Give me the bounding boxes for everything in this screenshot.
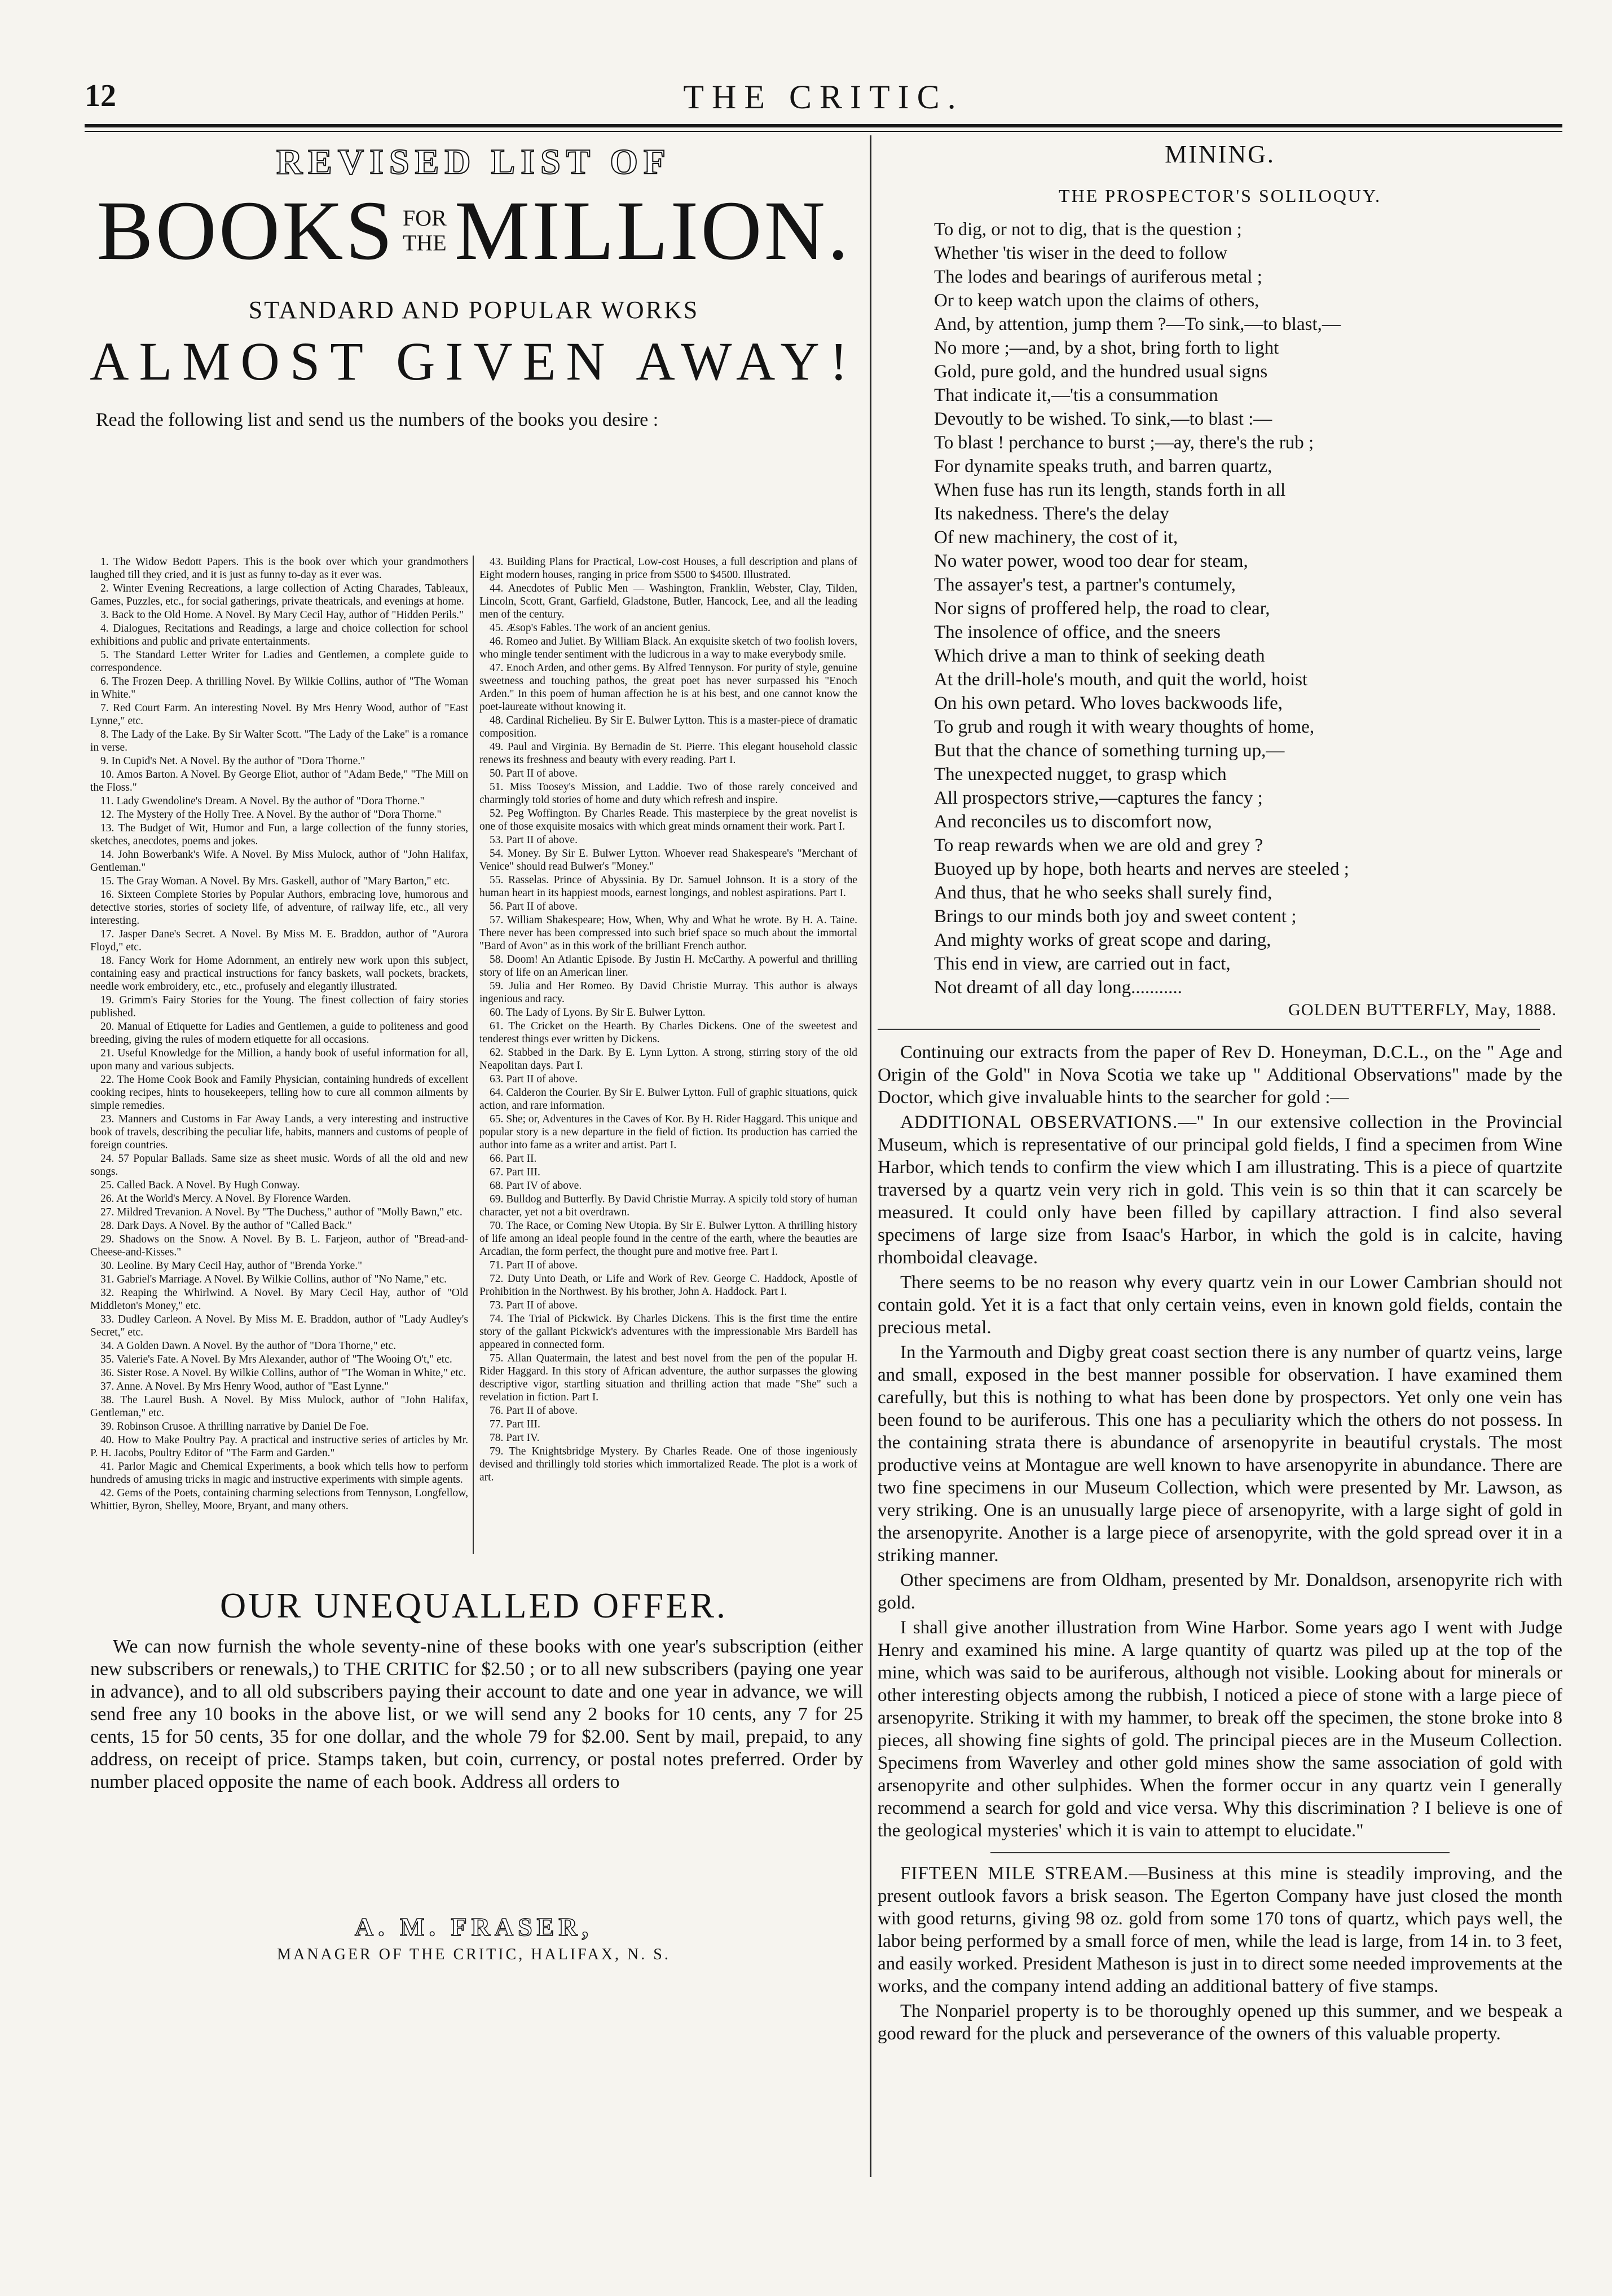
- poem-line: Brings to our minds both joy and sweet content ;: [934, 906, 1297, 927]
- book-list-column-1: [90, 556, 468, 1571]
- book-list-item: 32. Reaping the Whirlwind. A Novel. By Mary Cecil Hay, author of "Old Middleton's Money," etc.: [90, 1287, 468, 1312]
- poem-line: Of new machinery, the cost of it,: [934, 527, 1178, 548]
- book-list-item: 63. Part II of above.: [490, 1073, 578, 1085]
- book-list-item: 27. Mildred Trevanion. A Novel. By "The Duchess," author of "Molly Bawn," etc.: [100, 1206, 463, 1218]
- book-list-item: 10. Amos Barton. A Novel. By George Eliot, author of "Adam Bede," "The Mill on the Floss.": [90, 769, 468, 794]
- for-word: FOR: [402, 205, 447, 231]
- book-list-item: 45. Æsop's Fables. The work of an ancient genius.: [490, 622, 711, 634]
- poem-line: No more ;—and, by a shot, bring forth to light: [934, 338, 1279, 358]
- standard-works-heading: STANDARD AND POPULAR WORKS: [248, 296, 699, 324]
- book-list-item: 28. Dark Days. A Novel. By the author of "Called Back.": [100, 1220, 352, 1232]
- book-list-item: 76. Part II of above.: [490, 1405, 578, 1417]
- manager-title: MANAGER OF THE CRITIC, HALIFAX, N. S.: [277, 1946, 671, 1963]
- book-list-item: 38. The Laurel Bush. A Novel. By Miss Mulock, author of "John Halifax, Gentleman," etc.: [90, 1394, 468, 1419]
- poem-line: To reap rewards when we are old and grey ?: [934, 835, 1263, 856]
- book-list-item: 5. The Standard Letter Writer for Ladies and Gentlemen, a complete guide to correspondence.: [90, 649, 468, 674]
- book-list-item: 71. Part II of above.: [490, 1259, 578, 1271]
- book-list-item: 64. Calderon the Courier. By Sir E. Bulwer Lytton. Full of graphic situations, quick action, and rare information.: [479, 1087, 857, 1112]
- poem-line: The unexpected nugget, to grasp which: [934, 764, 1227, 785]
- book-list-item: 3. Back to the Old Home. A Novel. By Mary Cecil Hay, author of "Hidden Perils.": [100, 609, 464, 621]
- poem-line: That indicate it,—'tis a consummation: [934, 385, 1218, 406]
- poem-line: Its nakedness. There's the delay: [934, 504, 1169, 524]
- book-list-item: 19. Grimm's Fairy Stories for the Young. The finest collection of fairy stories published.: [90, 994, 468, 1019]
- book-list-item: 31. Gabriel's Marriage. A Novel. By Wilkie Collins, author of "No Name," etc.: [100, 1273, 447, 1285]
- book-list-item: 33. Dudley Carleon. A Novel. By Miss M. E. Braddon, author of "Lady Audley's Secret," etc.: [90, 1314, 468, 1338]
- mining-heading: MINING.: [1165, 140, 1275, 168]
- book-list-item: 52. Peg Woffington. By Charles Reade. This masterpiece by the great novelist is one of those exquisite mosaics with which great minds ornament their work. Part I.: [479, 808, 857, 832]
- masthead-rule: [85, 124, 1562, 127]
- paragraph-yarmouth: In the Yarmouth and Digby great coast section there is any number of quartz veins, large and small, exposed in the best manner possible for observation. I have examined them carefully, but this is nothing to what has been done by prospectors. Yet only one vein has been found to be auriferous. This one has a peculiarity which the others do not possess. In the containing strata there is abundance of arsenopyrite in beautiful crystals. The most productive veins at Montague are well known to have arsenopyrite in abundance. There are two fine specimens in our Museum Collection, which were presented by Mr. Lawson, as very striking. One is an unusually large piece of arsenopyrite, with a large sight of gold in the arsenopyrite. Another is a large piece of arsenopyrite, with the gold spread over it in a striking manner.: [878, 1342, 1562, 1566]
- article-rule: [990, 1852, 1450, 1853]
- book-list-item: 4. Dialogues, Recitations and Readings, a large and choice collection for school exhibitions and public and private entertainments.: [90, 623, 468, 647]
- masthead-rule-thin: [85, 131, 1562, 132]
- poem-line: Buoyed up by hope, both hearts and nerves are steeled ;: [934, 859, 1349, 879]
- poem-line: The assayer's test, a partner's contumely,: [934, 575, 1236, 595]
- book-list-item: 18. Fancy Work for Home Adornment, an entirely new work upon this subject, containing easy and practical instructions for fancy baskets, wall pockets, brackets, needle work embroidery, etc., etc., profusely and elegantly illustrated.: [90, 955, 468, 993]
- book-list-item: 69. Bulldog and Butterfly. By David Christie Murray. A spicily told story of human character, yet not a bit overdrawn.: [479, 1193, 857, 1218]
- for-the-stack: [403, 206, 447, 255]
- book-list-item: 67. Part III.: [490, 1166, 540, 1178]
- poem-line: The lodes and bearings of auriferous metal ;: [934, 267, 1262, 287]
- million-word: MILLION.: [454, 184, 851, 277]
- column-divider: [870, 135, 871, 2177]
- poem-line: Gold, pure gold, and the hundred usual signs: [934, 362, 1268, 382]
- book-list-item: 60. The Lady of Lyons. By Sir E. Bulwer Lytton.: [490, 1007, 706, 1019]
- paragraph-wine-harbor: I shall give another illustration from Wine Harbor. Some years ago I went with Judge Henry and examined his mine. A large quantity of quartz was piled up at the top of the mine, which was said to be auriferous, although not visible. Looking about for minerals or other interesting objects among the rubbish, I noticed a piece of stone with a large piece of arsenopyrite. Striking it with my hammer, to break off the specimen, the stone broke into 8 pieces, all showing fine sights of gold. The principal pieces are in the Museum Collection. Specimens from Waverley and other gold mines show the same association of gold with arsenopyrite and other sulphides. When the former occur in any quartz vein I generally recommend a search for gold and vice versa. Why this discrimination ? I believe is one of the geological mysteries' which it is vain to attempt to elucidate.": [878, 1618, 1562, 1841]
- poem-line: All prospectors strive,—captures the fancy ;: [934, 788, 1263, 808]
- book-list-item: 23. Manners and Customs in Far Away Lands, a very interesting and instructive book of travels, describing the peculiar life, habits, manners and customs of people of foreign countries.: [90, 1113, 468, 1151]
- paragraph-additional-observations: [878, 1111, 1562, 1269]
- page-number: 12: [85, 78, 116, 113]
- book-list-item: 47. Enoch Arden, and other gems. By Alfred Tennyson. For purity of style, genuine sweetness and touching pathos, the great poet has never surpassed his "Enoch Arden." In this poem of human affection he is at his best, and one cannot know the poet-laureate without knowing it.: [479, 662, 857, 713]
- book-list-item: 6. The Frozen Deep. A thrilling Novel. By Wilkie Collins, author of "The Woman in White.": [90, 676, 468, 700]
- paper-name: THE CRITIC.: [683, 78, 964, 116]
- book-list-item: 55. Rasselas. Prince of Abyssinia. By Dr. Samuel Johnson. It is a story of the human heart in its happiest moods, earnest longings, and noblest aspirations. Part I.: [479, 874, 857, 899]
- poem-line: But that the chance of something turning up,—: [934, 741, 1285, 761]
- poem-line: Or to keep watch upon the claims of others,: [934, 290, 1259, 311]
- fifteen-mile-text: —Business at this mine is steadily improving, and the present outlook favors a brisk season. The Egerton Company have just closed the month with good returns, giving 98 oz. gold from some 170 tons of quartz, which pays well, the labor being performed by a small force of men, while the lead is large, from 14 in. to 3 feet, and easily worked. President Matheson is just in to direct some needed improvements at the works, and the company intend adding an additional battery of five stamps.: [878, 1863, 1562, 1997]
- book-list-item: 41. Parlor Magic and Chemical Experiments, a book which tells how to perform hundreds of amusing tricks in magic and instructive experiments with simple agents.: [90, 1461, 468, 1486]
- book-list-divider: [473, 556, 474, 1554]
- book-list-item: 15. The Gray Woman. A Novel. By Mrs. Gaskell, author of "Mary Barton," etc.: [100, 875, 450, 887]
- book-list-item: 35. Valerie's Fate. A Novel. By Mrs Alexander, author of "The Wooing O't," etc.: [100, 1354, 452, 1365]
- poem-line: On his own petard. Who loves backwoods life,: [934, 693, 1283, 713]
- book-list-item: 30. Leoline. By Mary Cecil Hay, author of "Brenda Yorke.": [100, 1260, 363, 1272]
- poem-line: Nor signs of proffered help, the road to clear,: [934, 598, 1270, 619]
- book-list-item: 74. The Trial of Pickwick. By Charles Dickens. This is the first time the entire story of the gallant Pickwick's adventures with the impressionable Mrs Bardell has appeared in connected form.: [479, 1313, 857, 1351]
- book-list-item: 49. Paul and Virginia. By Bernadin de St. Pierre. This elegant household classic renews its freshness and beauty with every reading. Part I.: [479, 741, 857, 766]
- book-list-item: 44. Anecdotes of Public Men — Washington, Franklin, Webster, Clay, Tilden, Lincoln, Scott, Grant, Garfield, Gladstone, Butler, Hancock, Lee, and all the leading men of the century.: [479, 583, 857, 620]
- book-list-item: 59. Julia and Her Romeo. By David Christie Murray. This author is always ingenious and racy.: [479, 980, 857, 1005]
- book-list-item: 39. Robinson Crusoe. A thrilling narrative by Daniel De Foe.: [100, 1421, 369, 1433]
- book-list-item: 42. Gems of the Poets, containing charming selections from Tennyson, Longfellow, Whittier, Byron, Shelley, Moore, Bryant, and many others.: [90, 1487, 468, 1512]
- book-list-item: 46. Romeo and Juliet. By William Black. An exquisite sketch of two foolish lovers, who mingle tender sentiment with the ludicrous in a way to make everybody smile.: [479, 636, 857, 660]
- paragraph-oldham: Other specimens are from Oldham, presented by Mr. Donaldson, arsenopyrite rich with gold.: [878, 1570, 1562, 1613]
- book-list-item: 11. Lady Gwendoline's Dream. A Novel. By the author of "Dora Thorne.": [100, 795, 425, 807]
- poem-line: And, by attention, jump them ?—To sink,—to blast,—: [934, 314, 1341, 334]
- book-list-item: 2. Winter Evening Recreations, a large collection of Acting Charades, Tableaux, Games, Puzzles, etc., for social gatherings, private theatricals, and evenings at home.: [90, 583, 468, 607]
- offer-title: OUR UNEQUALLED OFFER.: [220, 1585, 728, 1625]
- paragraph-intro: Continuing our extracts from the paper of Rev D. Honeyman, D.C.L., on the " Age and Origin of the Gold" in Nova Scotia we take up " Additional Observations" made by the Doctor, which give invaluable hints to the searcher for gold :—: [878, 1042, 1562, 1108]
- poem-line: At the drill-hole's mouth, and quit the world, hoist: [934, 669, 1308, 690]
- mining-article: [878, 1041, 1562, 2045]
- almost-given-away-heading: ALMOST GIVEN AWAY!: [90, 331, 858, 391]
- revised-list-heading: REVISED LIST OF: [276, 142, 672, 182]
- book-list-item: 22. The Home Cook Book and Family Physician, containing hundreds of excellent cooking recipes, hints to housekeepers, telling how to cure all common ailments by simple remedies.: [90, 1074, 468, 1112]
- poem-line: And reconciles us to discomfort now,: [934, 812, 1212, 832]
- book-list-item: 21. Useful Knowledge for the Million, a handy book of useful information for all, upon many and various subjects.: [90, 1047, 468, 1072]
- book-list-item: 17. Jasper Dane's Secret. A Novel. By Miss M. E. Braddon, author of "Aurora Floyd," etc.: [90, 928, 468, 953]
- mining-section: [878, 135, 1562, 2222]
- offer-text: We can now furnish the whole seventy-nine of these books with one year's subscription (either new subscribers or renewals,) to THE CRITIC for $2.50 ; or to all new subscribers (paying one year in advance), and to all old subscribers paying their account to date and one year in advance, we will send free any 10 books in the above list, or we will send any 2 books for 10 cents, any 7 for 25 cents, 15 for 50 cents, 35 for one dollar, and the whole 79 for $2.00. Sent by mail, prepaid, to any address, on receipt of price. Stamps taken, but coin, currency, or postal notes preferred. Order by number placed opposite the name of each book. Address all orders to: [90, 1636, 863, 1792]
- book-list-item: 37. Anne. A Novel. By Mrs Henry Wood, author of "East Lynne.": [100, 1381, 389, 1392]
- book-list-item: 7. Red Court Farm. An interesting Novel. By Mrs Henry Wood, author of "East Lynne," etc.: [90, 702, 468, 727]
- the-word: THE: [402, 230, 447, 255]
- book-list-item: 53. Part II of above.: [490, 834, 578, 846]
- book-list-item: 70. The Race, or Coming New Utopia. By Sir E. Bulwer Lytton. A thrilling history of life among an ideal people found in the centre of the earth, where the beauties are Arcadian, the form perfect, the thought pure and motive free. Part I.: [479, 1220, 857, 1258]
- book-list-item: 72. Duty Unto Death, or Life and Work of Rev. George C. Haddock, Apostle of Prohibition in the Northwest. By his brother, John A. Haddock. Part I.: [479, 1273, 857, 1298]
- masthead: [85, 78, 1562, 117]
- book-list-item: 43. Building Plans for Practical, Low-cost Houses, a full description and plans of Eight modern houses, ranging in price from $500 to $4500. Illustrated.: [479, 556, 857, 581]
- book-list-item: 40. How to Make Poultry Pay. A practical and instructive series of articles by Mr. P. H. Jacobs, Poultry Editor of "The Farm and Garden.": [90, 1434, 468, 1459]
- book-list-item: 20. Manual of Etiquette for Ladies and Gentlemen, a guide to politeness and good breeding, giving the rules of modern etiquette for all occasions.: [90, 1021, 468, 1046]
- book-list-column-2: [479, 556, 857, 1571]
- book-list-item: 77. Part III.: [490, 1418, 540, 1430]
- fifteen-mile-label: FIFTEEN MILE STREAM.: [900, 1863, 1129, 1884]
- poem-line: And thus, that he who seeks shall surely find,: [934, 883, 1272, 903]
- book-list-item: 14. John Bowerbank's Wife. A Novel. By Miss Mulock, author of "John Halifax, Gentleman.": [90, 849, 468, 874]
- poem-line: This end in view, are carried out in fact,: [934, 954, 1231, 974]
- book-list-item: 73. Part II of above.: [490, 1299, 578, 1311]
- poem-line: When fuse has run its length, stands forth in all: [934, 480, 1286, 500]
- book-list-item: 50. Part II of above.: [490, 768, 578, 779]
- book-list-item: 78. Part IV.: [490, 1432, 540, 1444]
- book-list-item: 62. Stabbed in the Dark. By E. Lynn Lytton. A strong, stirring story of the old Neapolitan days. Part I.: [479, 1047, 857, 1072]
- additional-observations-text: —" In our extensive collection in the Provincial Museum, which is representative of our principal gold fields, I find a specimen from Wine Harbor, which tends to confirm the view which I am illustrating. This is a piece of quartzite traversed by a quartz vein very rich in gold. This vein is so thin that it can scarcely be measured. It could only have been filled by capillary attraction. I find also several specimens of large size from Isaac's Harbor, in which the gold is in calcite, having rhomboidal cleavage.: [878, 1112, 1562, 1268]
- poem-line: Whether 'tis wiser in the deed to follow: [934, 243, 1228, 263]
- book-list-item: 51. Miss Toosey's Mission, and Laddie. Two of those rarely conceived and charmingly told stories of home and duty which refresh and inspire.: [479, 781, 857, 806]
- book-list: [85, 556, 863, 1571]
- book-list-item: 34. A Golden Dawn. A Novel. By the author of "Dora Thorne," etc.: [100, 1340, 397, 1352]
- poem-line: The insolence of office, and the sneers: [934, 622, 1221, 642]
- additional-observations-label: ADDITIONAL OBSERVATIONS.: [900, 1112, 1178, 1132]
- book-list-item: 54. Money. By Sir E. Bulwer Lytton. Whoever read Shakespeare's "Merchant of Venice" should read Bulwer's "Money.": [479, 848, 857, 872]
- book-list-item: 79. The Knightsbridge Mystery. By Charles Reade. One of those ingeniously devised and thrillingly told stories which immortalized Reade. The plot is a work of art.: [479, 1446, 857, 1483]
- poem-line: Which drive a man to think of seeking death: [934, 646, 1265, 666]
- book-list-item: 25. Called Back. A Novel. By Hugh Conway.: [100, 1179, 300, 1191]
- poem-line: To dig, or not to dig, that is the question ;: [934, 219, 1242, 240]
- book-list-item: 68. Part IV of above.: [490, 1180, 582, 1192]
- book-list-item: 16. Sixteen Complete Stories by Popular Authors, embracing love, humorous and detective stories, stories of society life, of adventure, of railway life, etc., all very interesting.: [90, 889, 468, 927]
- book-list-item: 66. Part II.: [490, 1153, 537, 1165]
- paragraph-nonpariel: The Nonpariel property is to be thoroughly opened up this summer, and we bespeak a good reward for the pluck and perseverance of the owners of this valuable property.: [878, 2001, 1562, 2044]
- poem-line: And mighty works of great scope and daring,: [934, 930, 1271, 950]
- book-list-item: 61. The Cricket on the Hearth. By Charles Dickens. One of the sweetest and tenderest things ever written by Dickens.: [479, 1020, 857, 1045]
- paragraph-fifteen-mile-stream: [878, 1862, 1562, 1998]
- book-list-item: 57. William Shakespeare; How, When, Why and What he wrote. By H. A. Taine. There never has been compressed into such brief space so much about the immortal "Bard of Avon" as in this work of the brilliant French author.: [479, 914, 857, 952]
- book-list-item: 1. The Widow Bedott Papers. This is the book over which your grandmothers laughed till they cried, and it is just as funny to-day as it ever was.: [90, 556, 468, 581]
- poem: [934, 218, 1562, 999]
- section-rule: [878, 1029, 1540, 1030]
- poem-title: THE PROSPECTOR'S SOLILOQUY.: [1059, 186, 1381, 206]
- book-list-item: 75. Allan Quatermain, the latest and best novel from the pen of the popular H. Rider Haggard. In this story of African adventure, the author surpasses the glowing descriptive vigor, startling situation and thrilling action that made "She" such a revelation in fiction. Part I.: [479, 1352, 857, 1403]
- book-list-item: 65. She; or, Adventures in the Caves of Kor. By H. Rider Haggard. This unique and popular story is a new departure in the field of fiction. Its production has carried the author into fame as a writer and artist. Part I.: [479, 1113, 857, 1151]
- book-list-item: 58. Doom! An Atlantic Episode. By Justin H. McCarthy. A powerful and thrilling story of life on an American liner.: [479, 954, 857, 979]
- book-list-item: 12. The Mystery of the Holly Tree. A Novel. By the author of "Dora Thorne.": [100, 809, 442, 821]
- book-list-item: 29. Shadows on the Snow. A Novel. By B. L. Farjeon, author of "Bread-and-Cheese-and-Kisses.": [90, 1233, 468, 1258]
- book-list-item: 36. Sister Rose. A Novel. By Wilkie Collins, author of "The Woman in White," etc.: [100, 1367, 466, 1379]
- book-list-item: 9. In Cupid's Net. A Novel. By the author of "Dora Thorne.": [100, 755, 365, 767]
- poem-line: Not dreamt of all day long...........: [934, 977, 1182, 998]
- book-list-item: 8. The Lady of the Lake. By Sir Walter Scott. "The Lady of the Lake" is a romance in verse.: [90, 729, 468, 753]
- poem-line: Devoutly to be wished. To sink,—to blast :—: [934, 409, 1272, 429]
- book-list-item: 48. Cardinal Richelieu. By Sir E. Bulwer Lytton. This is a master-piece of dramatic composition.: [479, 715, 857, 739]
- book-list-item: 26. At the World's Mercy. A Novel. By Florence Warden.: [100, 1193, 351, 1205]
- poem-line: For dynamite speaks truth, and barren quartz,: [934, 456, 1272, 477]
- book-list-item: 24. 57 Popular Ballads. Same size as sheet music. Words of all the old and new songs.: [90, 1153, 468, 1178]
- book-list-item: 56. Part II of above.: [490, 901, 578, 913]
- manager-name: A. M. FRASER,: [354, 1912, 593, 1941]
- paragraph-cambrian: There seems to be no reason why every quartz vein in our Lower Cambrian should not contain gold. Yet it is a fact that only certain veins, even in known gold fields, contain the precious metal.: [878, 1272, 1562, 1338]
- poem-line: To grub and rough it with weary thoughts of home,: [934, 717, 1315, 737]
- books-advertisement: [85, 135, 863, 2222]
- books-for-million-heading: [85, 184, 863, 284]
- list-intro: Read the following list and send us the numbers of the books you desire :: [96, 409, 659, 430]
- poem-source: GOLDEN BUTTERFLY, May, 1888.: [1288, 1001, 1557, 1019]
- book-list-item: 13. The Budget of Wit, Humor and Fun, a large collection of the funny stories, sketches, anecdotes, poems and jokes.: [90, 822, 468, 847]
- poem-line: To blast ! perchance to burst ;—ay, there's the rub ;: [934, 433, 1314, 453]
- poem-line: No water power, wood too dear for steam,: [934, 551, 1248, 571]
- books-word: BOOKS: [96, 184, 395, 277]
